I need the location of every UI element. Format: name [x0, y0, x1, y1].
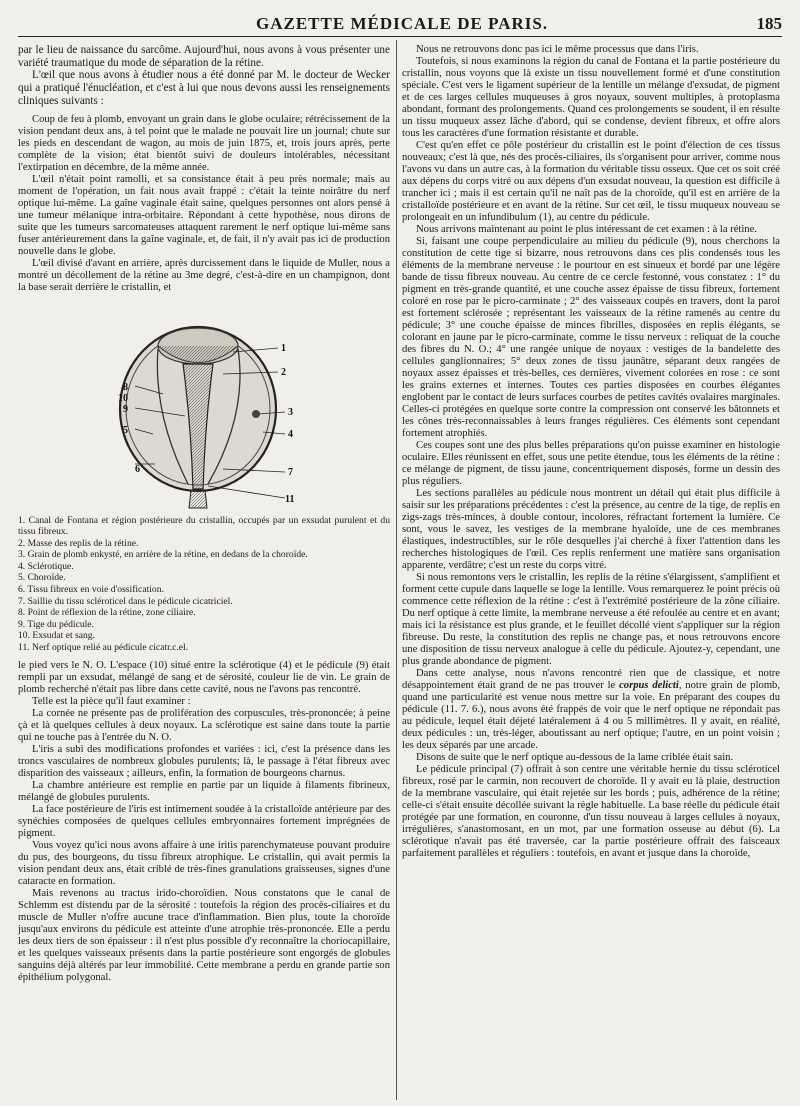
legend-item: 8. Point de réflexion de la rétine, zone ciliaire. [18, 607, 196, 619]
journal-title: GAZETTE MÉDICALE DE PARIS. [256, 14, 549, 33]
paragraph: La face postérieure de l'iris est intimement soudée à la cristalloïde antérieure par des synéchies composées de quelques cellules embryonnaires fortement imprégnées de pigment. [18, 803, 390, 839]
figure-label: 4 [288, 428, 293, 440]
paragraph: C'est qu'en effet ce pôle postérieur du cristallin est le point d'élection de ces tissus nouveaux; c'est là que, nés des procès-ciliaires, ils s'organisent pour arriver, comme nous l'avons vu dans un autre cas, à la formation du véritable tissu osseux. Que cet os soit créé aux dépens du corps vitré ou aux dépens d'un exsudat nouveau, la question est difficile à trancher ici ; mais il est certain qu'il ne naît pas de la choroïde, qu'il est en arrière de la cristalloïde postérieure et en avant de la rétine. Sur cet œil, le tissu muqueux nouveau se prolongeait en un infundibulum (1), au centre du pédicule. [402, 140, 780, 223]
figure-label: 6 [135, 463, 140, 475]
figure-legend [18, 515, 390, 654]
figure-label: 10 [118, 392, 128, 404]
text-run: Dans cette analyse, nous n'avons rencontré rien que de classique, et notre désappointement était grand de ne pas trouver le [402, 668, 780, 691]
legend-item: 7. Saillie du tissu scléroticel dans le pédicule cicatriciel. [18, 595, 233, 607]
legend-item: 5. Choroïde. [18, 572, 66, 584]
paragraph: Nous ne retrouvons donc pas ici le même processus que dans l'iris. [416, 44, 699, 55]
paragraph: Nous arrivons maintenant au point le plus intéressant de cet examen : à la rétine. [416, 224, 757, 235]
figure-label: 3 [288, 406, 293, 418]
legend-item: 10. Exsudat et sang. [18, 630, 96, 642]
emphasis-corpus-delicti: corpus delicti [619, 680, 679, 691]
paragraph: La chambre antérieure est remplie en partie par un liquide à filaments fibrineux, mélangé de globules purulents. [18, 779, 390, 803]
figure-label: 7 [288, 466, 293, 478]
column-divider [396, 40, 397, 1100]
legend-item: 4. Sclérotique. [18, 560, 74, 572]
paragraph: Si, faisant une coupe perpendiculaire au milieu du pédicule (9), nous cherchons la constitution de cette tige si bizarre, nous retrouvons dans ces plis condensés tous les éléments de la membrane nerveuse : le pourtour en est sinueux et bordé par une légère bande de tissu fibreux nouveau. Au centre de ce cercle festonné, vous constatez : 1° du pigment en très-grande quantité, et une couche assez épaisse de tissu fibreux, fortement coloré en rose par le picro-carminate ; 2° des vaisseaux coupés en travers, dont la paroi est fortement sclérosée ; représentant les vaisseaux de la rétine ramenés au centre du pédicule; 3° une couche épaisse de minces fibrilles, disposées en replis élégants, se colorant en jaune par le picro-carminate, comme le tissu nerveux : reliquat de la couche des fibres du N. O.; 4° une rangée unique de noyaux : vestiges de la bandelette des cellules ganglionnaires; 5° deux zones de tissu jaunâtre, séparant deux rangées de noyaux assez épaisses et très-belles, ces dernières, vivement colorées en rose : ce sont les grains externes et internes. Toutes ces parties disposées en courbes élégantes englobent par le contact de leurs surfaces courbes de petites cavités ovalaires marginales. Celles-ci protégées en quelque sorte contre la compression ont conservé les bâtonnets et les cônes très-reconnaissables à leurs franges régulières. Ces éléments sont cependant fortement atrophiés. [402, 236, 780, 439]
paragraph: Vous voyez qu'ici nous avons affaire à une iritis parenchymateuse pouvant produire du pus, des bourgeons, du tissu fibreux atrophique. Le cristallin, qui avait permis la vision pendant deux ans, était criblé de très-fines granulations graisseuses, signes d'une cataracte en formation. [18, 839, 390, 887]
figure-label: 5 [123, 424, 128, 436]
paragraph: La cornée ne présente pas de prolifération des corpuscules, très-prononcée; à peine çà et là quelques cellules à deux noyaux. La sclérotique est saine dans toute la partie qui ne touche pas à l'entrée du N. O. [18, 707, 390, 743]
legend-item: 2. Masse des replis de la rétine. [18, 537, 139, 549]
page-header [18, 14, 782, 37]
legend-item: 3. Grain de plomb enkysté, en arrière de la rétine, en dedans de la choroïde. [18, 549, 308, 561]
left-column [18, 44, 390, 1100]
text-run: , notre grain de plomb, quand une particularité est venue nous mettre sur la voie. En préparant des coupes du pédicule (11. 7. 6.), nous avons été frappés de voir que le nerf optique ne répondait pas au pédicule, lequel était déjeté latéralement à 4 ou 5 millimètres. Il y avait, en réalité, deux pédicules : un, très-léger, aboutissant au nerf optique; l'autre, en un point voisin ; les deux séparés par une arcade. [402, 680, 780, 751]
figure-label: 11 [285, 493, 295, 505]
paragraph [402, 668, 780, 752]
paragraph: L'œil n'était point ramolli, et sa consistance était à peu près normale; mais au moment de l'opération, un fait nous avait frappé : c'était la teinte noirâtre du nerf optique lui-même. La gaîne vaginale était saine, quelques personnes ont alors pensé à une tumeur mélanique intra-orbitaire. Répondant à cette hypothèse, nous dirons de suite que les tumeurs sarcomateuses attaquent rarement le nerf optique lui-même sans fuser antérieurement dans la gaîne vaginale, et, de fait, il n'y avait pas ici de production nouvelle dans le globe. [18, 173, 390, 257]
paragraph: L'œil divisé d'avant en arrière, après durcissement dans le liquide de Muller, nous a montré un décollement de la rétine au 3me degré, c'est-à-dire en un champignon, dont la base serait derrière le cristallin, et [18, 257, 390, 293]
page-number: 185 [756, 14, 782, 33]
legend-item: 1. Canal de Fontana et région postérieure du cristallin, occupés par un exsudat purulent et du tissu fibreux. [18, 514, 390, 538]
legend-item: 11. Nerf optique relié au pédicule cicatr.c.el. [18, 642, 189, 654]
legend-item: 9. Tige du pédicule. [18, 618, 94, 630]
legend-item: 6. Tissu fibreux en voie d'ossification. [18, 584, 164, 596]
figure-label: 2 [281, 366, 286, 378]
right-column [402, 44, 780, 1100]
paragraph: L'iris a subi des modifications profondes et variées : ici, c'est la présence dans les troncs vasculaires de nombreux globules purulents; là, le passage à l'état fibreux avec disparition des vaisseaux ; ailleurs, enfin, la formation de bourgeons charnus. [18, 743, 390, 779]
paragraph: Mais revenons au tractus irido-choroïdien. Nous constatons que le canal de Schlemm est distendu par de la sérosité : toutefois la région des procès-ciliaires et du muscle de Muller n'offre aucune trace d'inflammation. Bien plus, toute la choroïde jusqu'aux environs du pédicule est atteinte d'une atrophie très-prononcée. Elle a perdu les deux tiers de son épaisseur : il n'est plus possible d'y reconnaître la choriocapillaire, et les quelques vaisseaux présents dans la partie postérieure sont engorgés de globules sanguins déjà altérés par leur immobilité. Cette membrane a perdu en grande partie son épithélium polygonal. [18, 887, 390, 983]
paragraph: L'œil que nous avons à étudier nous a été donné par M. le docteur de Wecker qui a pratiqué l'énucléation, et c'est à lui que nous devons aussi les renseignements cliniques suivants : [18, 69, 390, 107]
optic-nerve [189, 490, 207, 508]
paragraph: Disons de suite que le nerf optique au-dessous de la lame criblée était sain. [416, 752, 734, 763]
paragraph: par le lieu de naissance du sarcôme. Aujourd'hui, nous avons à vous présenter une variété traumatique du mode de séparation de la rétine. [18, 44, 390, 69]
figure-label: 9 [123, 403, 128, 415]
paragraph: le pied vers le N. O. L'espace (10) situé entre la sclérotique (4) et le pédicule (9) était rempli par un exsudat, mélangé de sang et de sérosité, couleur lie de vin. Le grain de plomb recherché n'était pas libre dans cette cavité, nous ne l'avons pas rencontré. [18, 659, 390, 695]
paragraph: Toutefois, si nous examinons la région du canal de Fontana et la partie postérieure du cristallin, nous voyons que là existe un tissu nouvellement formé et d'une constitution spéciale. C'est vers le ligament supérieur de la lentille un mélange d'exsudat, de pigment et de ces larges cellules muqueuses à gros noyaux, souvent multiples, à protoplasma abondant, formant des prolongements. Quand ces prolongements se soudent, il en résulte un tissu muqueux assez lâche d'abord, qui se condense, devient fibreux, et offre alors tous les caractères d'une formation résistante et durable. [402, 56, 780, 139]
paragraph: Si nous remontons vers le cristallin, les replis de la rétine s'élargissent, s'amplifient et forment cette cupule dans laquelle se loge la lentille. Vous remarquerez le point précis où commence cette réflexion de la rétine : c'est à l'extrémité postérieure de la zône ciliaire. Du nerf optique à cette limite, la membrane nerveuse a été refoulée au centre et en avant; mais ici la résistance est plus grande, et le feuillet décollé vient s'appliquer sur la région fibreuse. Du reste, la constitution des replis ne change pas, et nous retrouvons encore une disposition de tissu nerveux analogue à celle du pédicule. Ajoutez-y, cependant, une plus grande abondance de pigment. [402, 572, 780, 667]
eye-section-illustration [113, 304, 313, 509]
figure-label: 1 [281, 342, 286, 354]
paragraph: Le pédicule principal (7) offrait à son centre une véritable hernie du tissu scléroticel fibreux, rosé par le carmin, non recouvert de choroïde. Il y avait eu là plaie, destruction de la membrane vasculaire, qui était rejetée sur les bords ; puis, adhérence de la rétine; celle-ci s'était ensuite décollée suivant la règle habituelle. La base réelle du pédicule était protégée par une formation, en couronne, d'un tissu nouveau à larges cellules à noyaux, irrégulières, s'anastomosant, en un mot, par une formation osseuse au début (6). La sclérotique n'avait pas été traversée, car la partie postérieure offrait des faisceaux parfaitement parallèles et réguliers : toutefois, en avant et jusque dans la choroïde, [402, 764, 780, 859]
paragraph: Ces coupes sont une des plus belles préparations qu'on puisse examiner en histologie oculaire. Elles réunissent en effet, sous une petite étendue, tous les éléments de la rétine : ce mélange de pigment, de tissu jaune, concentriquement disposés, forme un dessin des plus réguliers. [402, 440, 780, 487]
clinical-note: Coup de feu à plomb, envoyant un grain dans le globe oculaire; rétrécissement de la vision pendant deux ans, à tel point que le malade ne pouvait lire un journal; chute sur les pieds en descendant de wagon, au mois de juin 1875, et, trois jours après, perte complète de la vision; état bientôt suivi de douleurs intolérables, nécessitant l'extirpation en décembre, de la même année. [18, 113, 390, 173]
paragraph: Telle est la pièce qu'il faut examiner : [32, 695, 191, 707]
figure-label: 8 [123, 381, 128, 393]
eye-figure [18, 304, 390, 509]
paragraph: Les sections parallèles au pédicule nous montrent un détail qui était plus difficile à saisir sur les préparations précédentes : c'est la présence, au centre de la tige, de replis en zigs-zags très-minces, à double contour, incolores, réfractant fortement la lumière. Ce sont, vous le savez, les vestiges de la membrane hyaloïde, une de ces membranes élastiques, indestructibles, sur le rôle desquelles j'ai cherché à fixer l'attention dans les recherches histologiques de l'œil. Ces replis renferment une matière sans organisation apparente, verdâtre; c'est un reste du corps vitré. [402, 488, 780, 571]
